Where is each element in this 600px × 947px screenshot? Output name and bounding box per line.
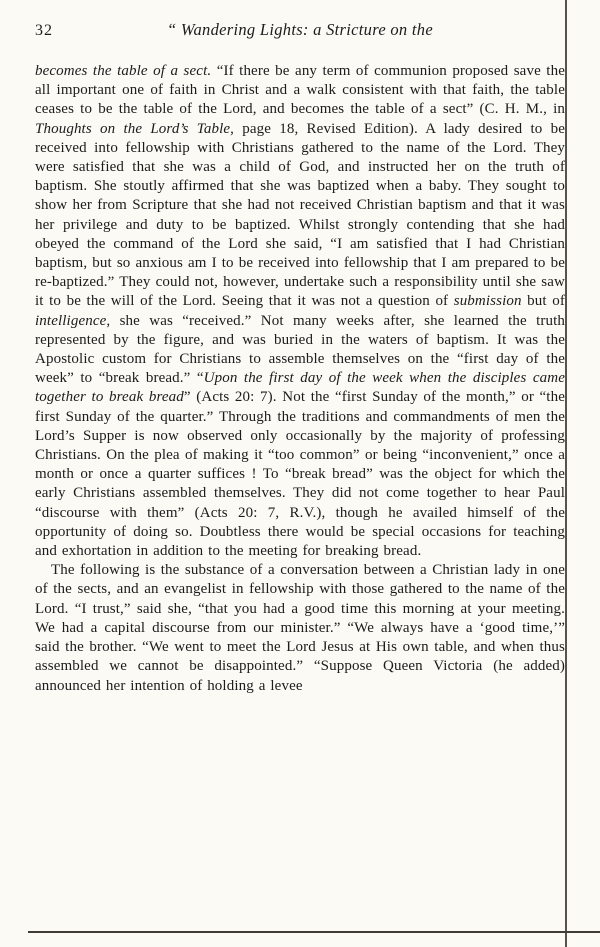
text-run: The following is the substance of a conversation between a Christian lady in one of the sects, and an evangelist in fellowship with those gathered to the name of the Lord. “I trust,” said she, “that you had a good time this morning at your meeting. We had a capital discourse from our minister.” “We always have a ‘good time,’” said the brother. “We went to meet the Lord Jesus at His own table, and when thus assembled we cannot be disappointed.” “Suppose Queen Victoria (he added) announced her intention of holding a levee [35,562,565,694]
text-run: “If there be any term of communion proposed save the all important one of faith in Christ and a walk consistent with that faith, the table ceases to be the table of the Lord, and becomes the table of a sect” (C. H. M., in [35,63,565,118]
running-title: “ Wandering Lights: a Stricture on the [167,20,433,39]
page-header [35,20,565,46]
text-run: , she was “received.” Not many weeks after, she learned the truth represented by the figure, and was buried in the waters of baptism. It was the Apostolic custom for Christians to assemble themselves on the “first day of the week” to “break bread.” “ [35,312,565,387]
text-paragraph [35,561,565,695]
text-run: , page 18, Revised Edition). A lady desired to be received into fellowship with Christians gathered to the name of the Lord. They were satisfied that she was a child of God, and instructed her on the truth of baptism. She stoutly affirmed that she was baptized when a baby. They sought to show her from Scripture that she had not received Christian baptism and that it was her privilege and duty to be baptized. Whilst strongly contending that she had obeyed the command of the Lord she said, “I am satisfied that I had Christian baptism, but so anxious am I to be received into fellowship that I am prepared to be re-baptized.” They could not, however, undertake such a responsibility until she saw it to be the will of the Lord. Seeing that it was not a question of [35,120,565,310]
text-paragraph [35,62,565,561]
page-number: 32 [35,22,53,39]
text-run-italic: submission [453,293,522,310]
text-run: but of [521,293,565,310]
page-frame-bottom-rule [28,931,600,933]
text-run: ” (Acts 20: 7). Not the “first Sunday of the month,” or “the first Sunday of the quarter.” Through the traditions and commandments of men the Lord’s Supper is now observed only occasionally by the majority of professing Christians. On the plea of making it “too common” or being “inconvenient,” once a month or once a quarter suffices ! To “break bread” was the object for which the early Christians assembled themselves. They did not come together to hear Paul “discourse with them” (Acts 20: 7, R.V.), though he availed himself of the opportunity of doing so. Doubtless there would be special occasions for teaching and exhortation in addition to the meeting for breaking bread. [35,389,565,560]
page-frame-right-rule [565,0,567,947]
text-run-italic: intelligence [35,312,107,329]
page-body [35,62,565,696]
text-run-italic: becomes the table of a sect. [35,63,212,79]
text-run-italic: Upon the first day of the week when the disciples came together to break bread [35,370,565,406]
text-run-italic: Thoughts on the Lord’s Table [35,120,231,137]
